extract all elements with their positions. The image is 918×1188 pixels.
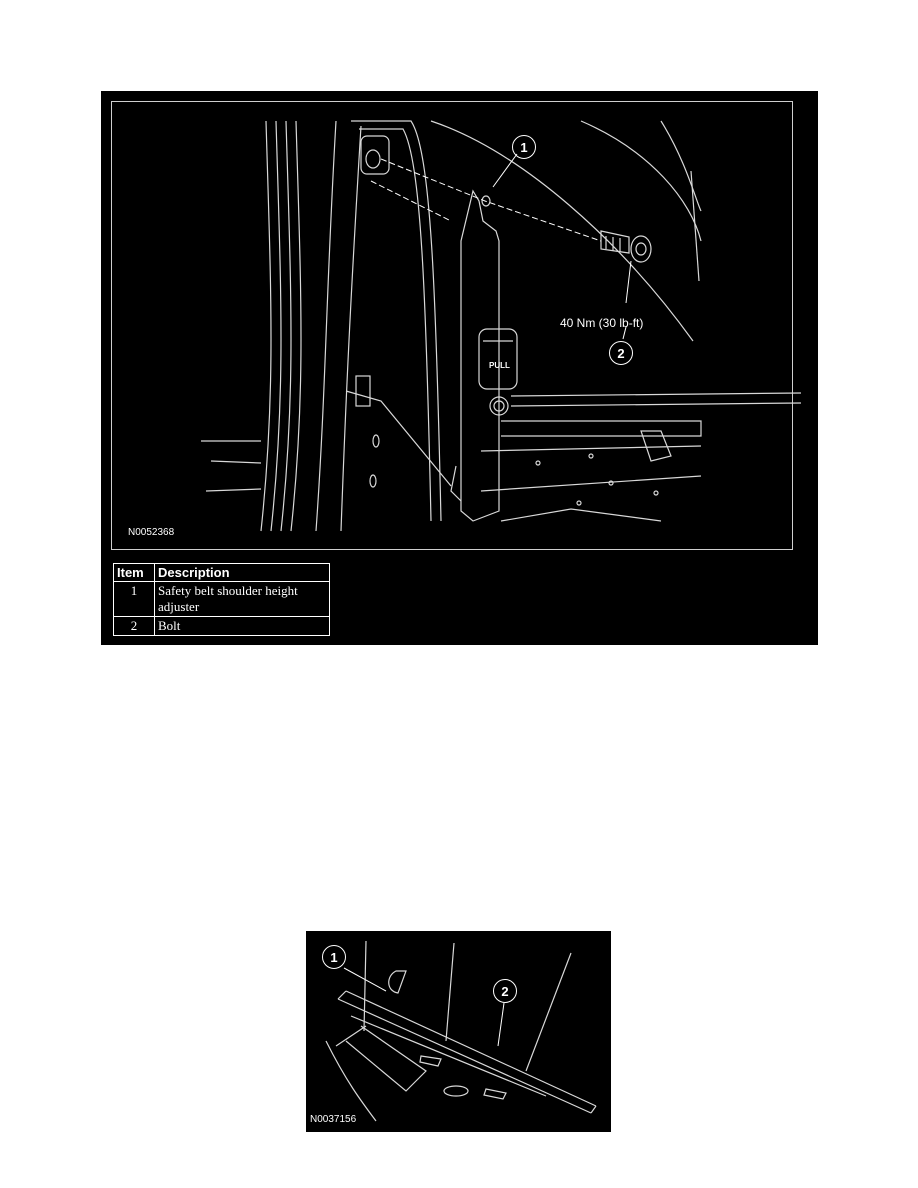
figure-1-id: N0052368 [128,527,175,538]
legend-row [114,617,330,636]
legend-item-description: Safety belt shoulder height adjuster [155,582,330,617]
pull-label: PULL [489,361,510,370]
figure-2-callout-1: 1 [322,945,346,969]
figure-2 [306,931,611,1132]
figure-1 [101,91,818,645]
legend-header-item: Item [114,564,155,582]
callout-1: 1 [512,135,536,159]
legend-row [114,582,330,617]
legend-item-number: 2 [114,617,155,636]
legend-item-number: 1 [114,582,155,617]
legend-item-description: Bolt [155,617,330,636]
legend-header-row [114,564,330,582]
callout-2: 2 [609,341,633,365]
legend-table [113,563,330,636]
legend-header-description: Description [155,564,330,582]
figure-1-illustration [101,91,818,645]
figure-2-id: N0037156 [310,1114,357,1125]
torque-spec-label: 40 Nm (30 lb-ft) [560,316,644,330]
figure-2-callout-2: 2 [493,979,517,1003]
figure-2-illustration [306,931,611,1132]
